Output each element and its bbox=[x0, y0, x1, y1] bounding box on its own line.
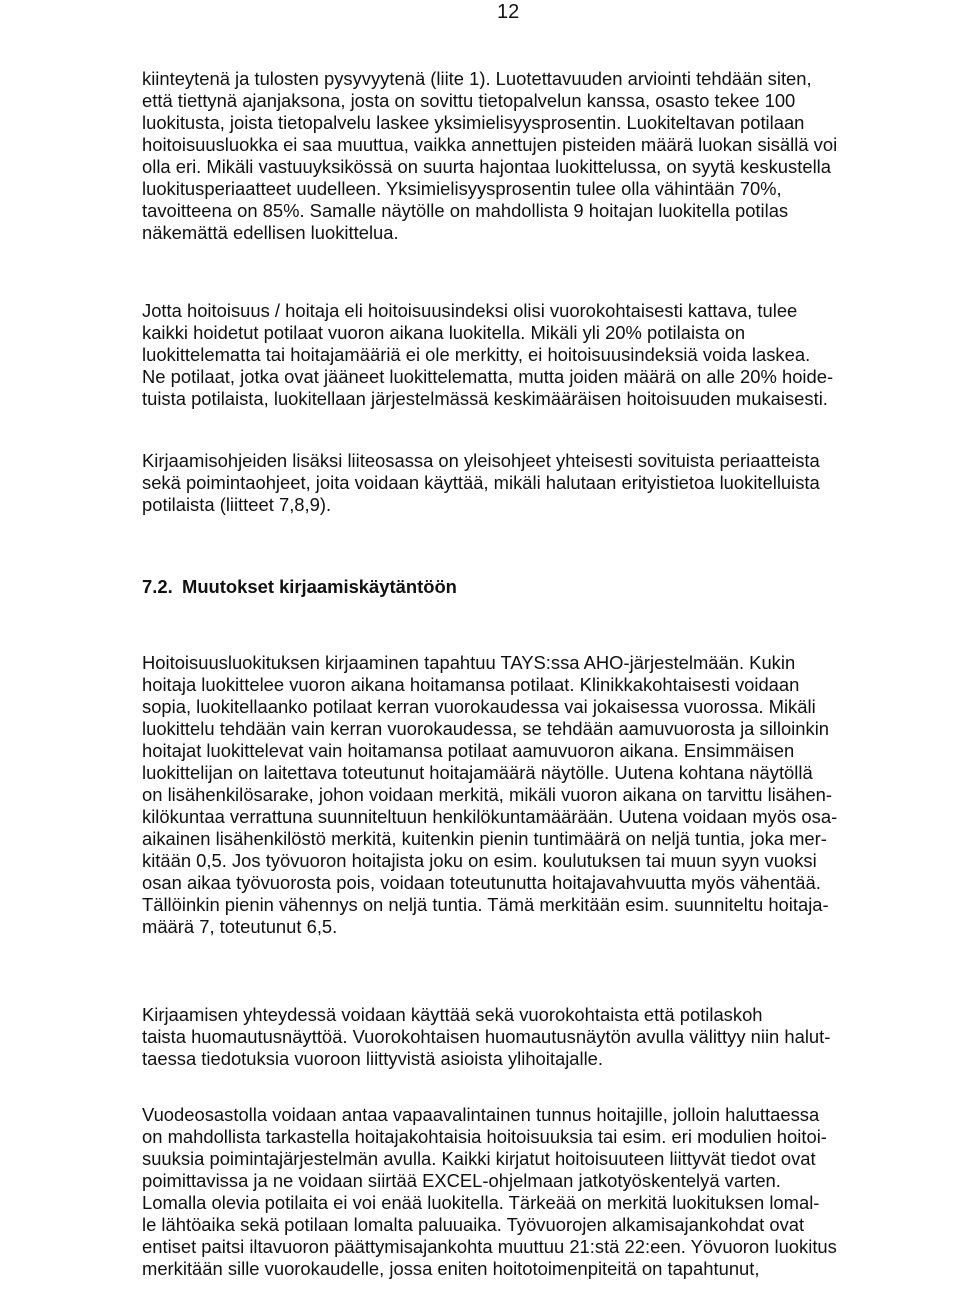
text-line: on mahdollista tarkastella hoitajakohtaisia hoitoisuuksia tai esim. eri modulien hoitoi- bbox=[142, 1126, 827, 1147]
text-line: entiset paitsi iltavuoron päättymisajankohta muuttuu 21:stä 22:een. Yövuoron luokitus bbox=[142, 1236, 837, 1257]
text-line: aikainen lisähenkilöstö merkitä, kuitenkin pienin tuntimäärä on neljä tuntia, joka mer- bbox=[142, 828, 827, 849]
text-line: tavoitteena on 85%. Samalle näytölle on mahdollista 9 hoitajan luokitella potilas bbox=[142, 200, 789, 221]
page-number: 12 bbox=[497, 1, 520, 23]
text-line: merkitään sille vuorokaudelle, jossa eniten hoitotoimenpiteitä on tapahtunut, bbox=[142, 1258, 760, 1279]
text-line: hoitajat luokittelevat vain hoitamansa potilaat aamuvuoron aikana. Ensimmäisen bbox=[142, 740, 795, 761]
text-line: kaikki hoidetut potilaat vuoron aikana luokitella. Mikäli yli 20% potilaista on bbox=[142, 322, 746, 343]
text-line: kiinteytenä ja tulosten pysyvyytenä (liite 1). Luotettavuuden arviointi tehdään siten, bbox=[142, 68, 812, 89]
section-heading bbox=[142, 576, 457, 598]
text-line: Ne potilaat, jotka ovat jääneet luokittelematta, mutta joiden määrä on alle 20% hoide- bbox=[142, 366, 834, 387]
paragraph-ward bbox=[142, 1104, 958, 1280]
text-line: luokitusperiaatteet uudelleen. Yksimielisyysprosentin tulee olla vähintään 70%, bbox=[142, 178, 782, 199]
text-line: hoitaja luokittelee vuoron aikana hoitamansa potilaat. Klinikkakohtaisesti voidaan bbox=[142, 674, 800, 695]
text-line: Kirjaamisen yhteydessä voidaan käyttää sekä vuorokohtaista että potilaskoh bbox=[142, 1004, 763, 1025]
text-line: Vuodeosastolla voidaan antaa vapaavalintainen tunnus hoitajille, jolloin haluttaessa bbox=[142, 1104, 820, 1125]
text-line: luokittelijan on laitettava toteutunut hoitajamäärä näytölle. Uutena kohtana näytöllä bbox=[142, 762, 813, 783]
text-line: taista huomautusnäyttöä. Vuorokohtaisen huomautusnäytön avulla välittyy niin halut- bbox=[142, 1026, 831, 1047]
text-line: että tiettynä ajanjaksona, josta on sovittu tietopalvelun kanssa, osasto tekee 100 bbox=[142, 90, 796, 111]
text-line: Lomalla olevia potilaita ei voi enää luokitella. Tärkeää on merkitä luokituksen lomal- bbox=[142, 1192, 820, 1213]
text-line: luokittelematta tai hoitajamääriä ei ole merkitty, ei hoitoisuusindeksiä voida laskea. bbox=[142, 344, 811, 365]
text-line: sopia, luokitellaanko potilaat kerran vuorokaudessa vai jokaisessa vuorossa. Mikäli bbox=[142, 696, 816, 717]
paragraph-notes bbox=[142, 1004, 958, 1070]
paragraph-reliability bbox=[142, 68, 958, 244]
text-line: on lisähenkilösarake, johon voidaan merkitä, mikäli vuoron aikana on tarvittu lisähen- bbox=[142, 784, 833, 805]
section-number: 7.2. bbox=[142, 576, 173, 597]
text-line: sekä poimintaohjeet, joita voidaan käyttää, mikäli halutaan erityistietoa luokitelluista bbox=[142, 472, 820, 493]
paragraph-index bbox=[142, 300, 958, 410]
section-title: Muutokset kirjaamiskäytäntöön bbox=[182, 576, 457, 597]
text-line: kilökuntaa verrattuna suunniteltuun henkilökuntamäärään. Uutena voidaan myös osa- bbox=[142, 806, 838, 827]
text-line: Jotta hoitoisuus / hoitaja eli hoitoisuusindeksi olisi vuorokohtaisesti kattava, tulee bbox=[142, 300, 798, 321]
paragraph-recording bbox=[142, 652, 958, 938]
text-line: Hoitoisuusluokituksen kirjaaminen tapahtuu TAYS:ssa AHO-järjestelmään. Kukin bbox=[142, 652, 796, 673]
text-line: Tällöinkin pienin vähennys on neljä tuntia. Tämä merkitään esim. suunniteltu hoitaja- bbox=[142, 894, 829, 915]
text-line: olla eri. Mikäli vastuuyksikössä on suurta hajontaa luokittelussa, on syytä keskustella bbox=[142, 156, 831, 177]
text-line: määrä 7, toteutunut 6,5. bbox=[142, 916, 338, 937]
text-line: suuksia poimintajärjestelmän avulla. Kaikki kirjatut hoitoisuuteen liittyvät tiedot ovat bbox=[142, 1148, 816, 1169]
text-line: tuista potilaista, luokitellaan järjestelmässä keskimääräisen hoitoisuuden mukaisesti. bbox=[142, 388, 828, 409]
text-line: näkemättä edellisen luokittelua. bbox=[142, 222, 399, 243]
text-line: poimittavissa ja ne voidaan siirtää EXCEL-ohjelmaan jatkotyöskentelyä varten. bbox=[142, 1170, 781, 1191]
text-line: hoitoisuusluokka ei saa muuttua, vaikka annettujen pisteiden määrä luokan sisällä voi bbox=[142, 134, 838, 155]
text-line: Kirjaamisohjeiden lisäksi liiteosassa on yleisohjeet yhteisesti sovituista periaatteista bbox=[142, 450, 820, 471]
text-line: osan aikaa työvuorosta pois, voidaan toteutunutta hoitajavahvuutta myös vähentää. bbox=[142, 872, 821, 893]
text-line: kitään 0,5. Jos työvuoron hoitajista joku on esim. koulutuksen tai muun syyn vuoksi bbox=[142, 850, 817, 871]
paragraph-instructions bbox=[142, 450, 958, 516]
text-line: potilaista (liitteet 7,8,9). bbox=[142, 494, 332, 515]
text-line: le lähtöaika sekä potilaan lomalta paluuaika. Työvuorojen alkamisajankohdat ovat bbox=[142, 1214, 805, 1235]
text-line: luokittelu tehdään vain kerran vuorokaudessa, se tehdään aamuvuorosta ja silloinkin bbox=[142, 718, 830, 739]
text-line: taessa tiedotuksia vuoroon liittyvistä asioista ylihoitajalle. bbox=[142, 1048, 604, 1069]
text-line: luokitusta, joista tietopalvelu laskee yksimielisyysprosentin. Luokiteltavan potilaan bbox=[142, 112, 805, 133]
